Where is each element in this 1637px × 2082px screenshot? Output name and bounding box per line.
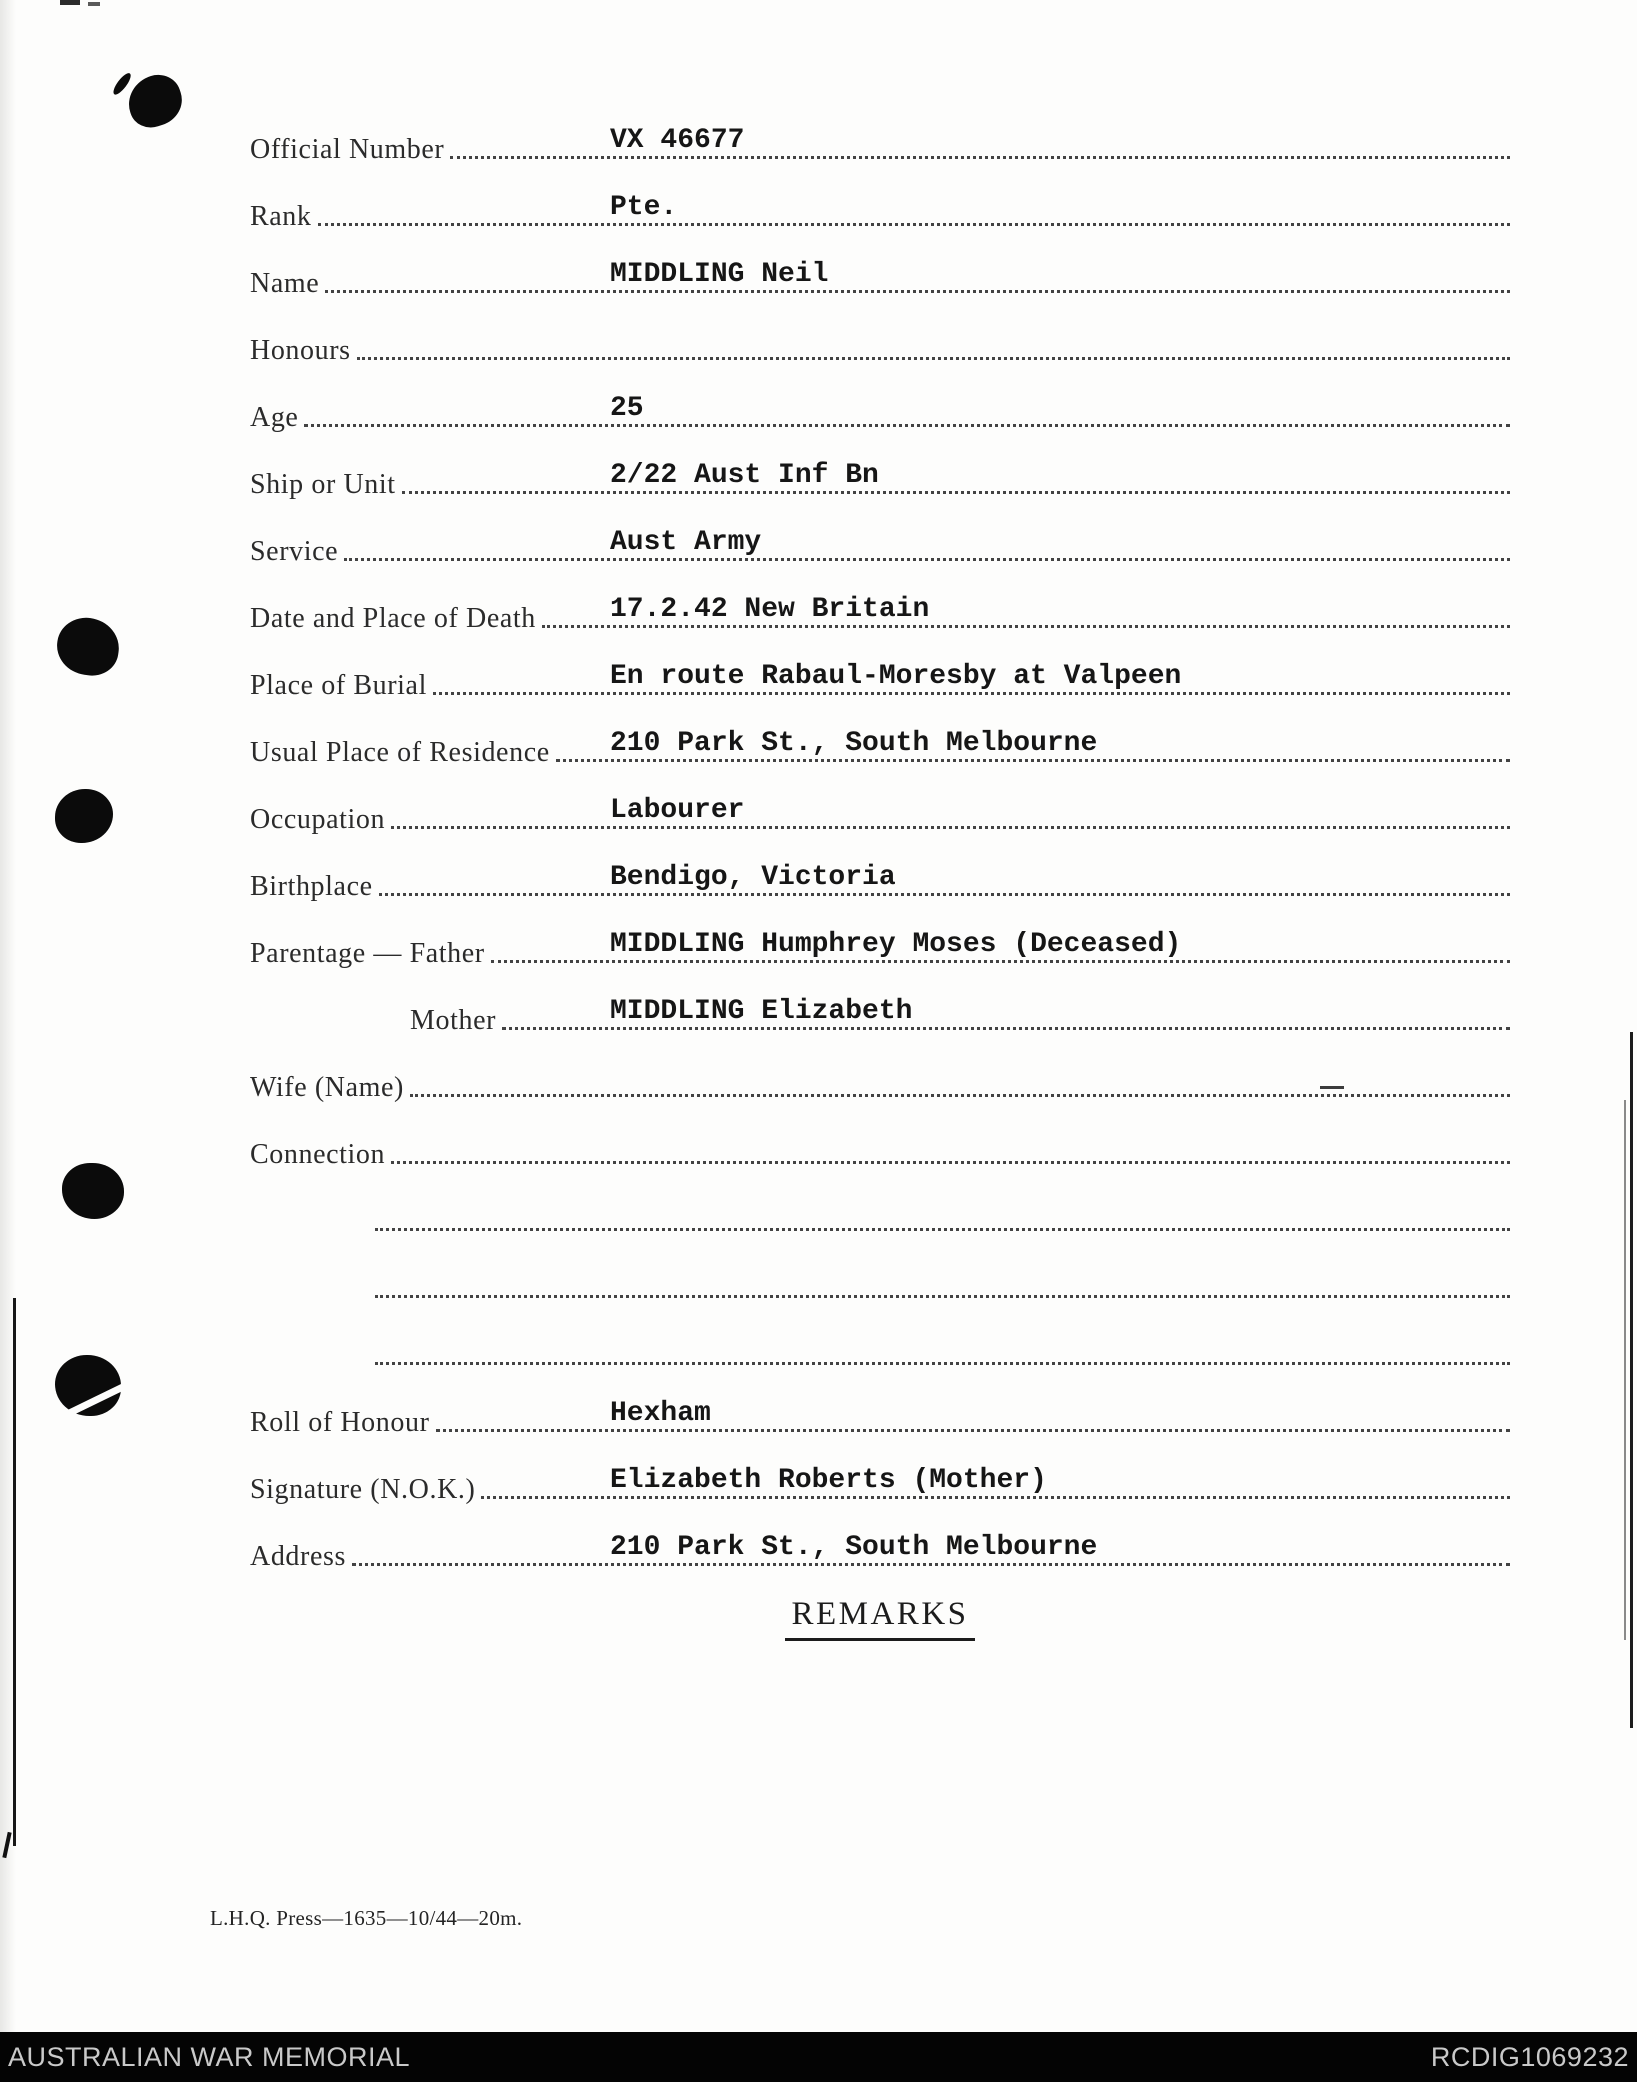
- remarks-heading: [250, 1596, 1510, 1641]
- dotted-leader: [375, 1362, 1510, 1365]
- row-date-place-of-death: [250, 568, 1510, 635]
- field-value: Aust Army: [610, 527, 762, 558]
- dotted-leader: [481, 1496, 1510, 1499]
- ink-blot-1: [122, 69, 189, 133]
- dotted-leader: [357, 357, 1510, 360]
- scan-artifact-right-line-faint: [1624, 1100, 1626, 1640]
- field-label: Honours: [250, 335, 351, 366]
- field-value: Bendigo, Victoria: [610, 862, 896, 893]
- row-address: [250, 1506, 1510, 1573]
- dotted-leader: [556, 759, 1510, 762]
- dotted-leader: [436, 1429, 1510, 1432]
- row-name: [250, 233, 1510, 300]
- dotted-leader: [325, 290, 1510, 293]
- dotted-leader: [344, 558, 1510, 561]
- dotted-leader: [391, 1161, 1510, 1164]
- dotted-leader: [410, 1094, 1510, 1097]
- field-label: Usual Place of Residence: [250, 737, 550, 768]
- remarks-heading-text: REMARKS: [785, 1596, 974, 1641]
- scan-artifact-top-dash: [60, 0, 80, 5]
- service-record-form: [250, 99, 1510, 1573]
- row-ship-or-unit: [250, 434, 1510, 501]
- row-blank-1: [250, 1171, 1510, 1238]
- dotted-leader: [450, 156, 1510, 159]
- dotted-leader: [433, 692, 1510, 695]
- field-label: Ship or Unit: [250, 469, 396, 500]
- field-label: Occupation: [250, 804, 386, 835]
- ink-blot-3: [55, 789, 113, 843]
- field-label: Service: [250, 536, 339, 567]
- dotted-leader: [352, 1563, 1510, 1566]
- field-label: Signature (N.O.K.): [250, 1474, 476, 1505]
- field-value: MIDDLING Humphrey Moses (Deceased): [610, 929, 1182, 960]
- row-parentage-father: [250, 903, 1510, 970]
- field-value: Elizabeth Roberts (Mother): [610, 1465, 1047, 1496]
- dotted-leader: [304, 424, 1510, 427]
- row-birthplace: [250, 836, 1510, 903]
- field-value: Pte.: [610, 192, 678, 223]
- dotted-leader: [491, 960, 1510, 963]
- row-honours: [250, 300, 1510, 367]
- ink-blot-5: [55, 1355, 121, 1416]
- row-service: [250, 501, 1510, 568]
- row-occupation: [250, 769, 1510, 836]
- row-place-of-burial: [250, 635, 1510, 702]
- row-age: [250, 367, 1510, 434]
- field-value: MIDDLING Neil: [610, 259, 829, 290]
- field-label: Age: [250, 402, 299, 433]
- field-label: Rank: [250, 201, 312, 232]
- field-label: Place of Burial: [250, 670, 427, 701]
- field-label: Date and Place of Death: [250, 603, 536, 634]
- dotted-leader: [402, 491, 1510, 494]
- field-value: Hexham: [610, 1398, 711, 1429]
- ink-blot-2: [53, 614, 122, 679]
- row-blank-3: [250, 1305, 1510, 1372]
- field-label: Roll of Honour: [250, 1407, 430, 1438]
- field-label: Name: [250, 268, 320, 299]
- field-value: En route Rabaul-Moresby at Valpeen: [610, 661, 1182, 692]
- row-blank-2: [250, 1238, 1510, 1305]
- dotted-leader: [375, 1228, 1510, 1231]
- field-label: Mother: [410, 1005, 497, 1036]
- dotted-leader: [542, 625, 1510, 628]
- scan-artifact-right-line: [1630, 1032, 1633, 1728]
- scan-artifact-left-line: [13, 1298, 16, 1846]
- field-label: Parentage — Father: [250, 938, 485, 969]
- dotted-leader: [318, 223, 1510, 226]
- dotted-leader: [375, 1295, 1510, 1298]
- field-label: Address: [250, 1541, 346, 1572]
- field-label: Official Number: [250, 134, 445, 165]
- field-value: MIDDLING Elizabeth: [610, 996, 913, 1027]
- footer-bar: [0, 2032, 1637, 2082]
- row-connection: [250, 1104, 1510, 1171]
- footer-source-label: AUSTRALIAN WAR MEMORIAL: [8, 2041, 411, 2072]
- footer-record-id: RCDIG1069232: [1430, 2041, 1629, 2072]
- field-value: Labourer: [610, 795, 745, 826]
- row-signature-nok: [250, 1439, 1510, 1506]
- row-usual-place-of-residence: [250, 702, 1510, 769]
- row-official-number: [250, 99, 1510, 166]
- ink-blot-4: [62, 1163, 124, 1219]
- field-value: 17.2.42 New Britain: [610, 594, 930, 625]
- field-label: Birthplace: [250, 871, 373, 902]
- row-roll-of-honour: [250, 1372, 1510, 1439]
- scan-artifact-stray-dash: [1320, 1086, 1344, 1089]
- field-value: 210 Park St., South Melbourne: [610, 1532, 1098, 1563]
- row-rank: [250, 166, 1510, 233]
- field-value: 210 Park St., South Melbourne: [610, 728, 1098, 759]
- field-value: 2/22 Aust Inf Bn: [610, 460, 879, 491]
- row-wife-name: [250, 1037, 1510, 1104]
- field-value: 25: [610, 393, 644, 424]
- printer-code: L.H.Q. Press—1635—10/44—20m.: [210, 1906, 523, 1930]
- field-label: Wife (Name): [250, 1072, 404, 1103]
- field-value: VX 46677: [610, 125, 745, 156]
- dotted-leader: [502, 1027, 1510, 1030]
- dotted-leader: [379, 893, 1510, 896]
- row-parentage-mother: [250, 970, 1510, 1037]
- scan-artifact-top-dash: [88, 2, 100, 6]
- dotted-leader: [391, 826, 1510, 829]
- field-label: Connection: [250, 1139, 386, 1170]
